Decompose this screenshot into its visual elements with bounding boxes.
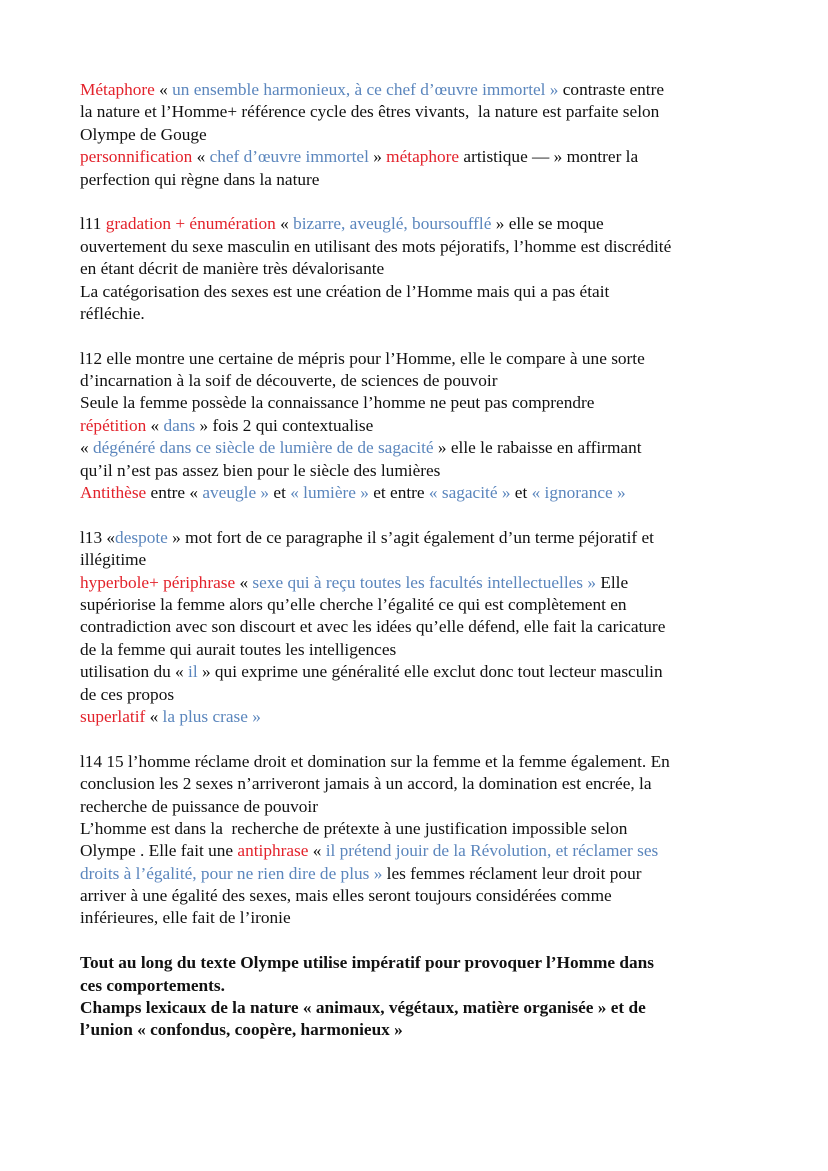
quotation: aveugle »	[202, 483, 270, 503]
text-line	[80, 818, 780, 840]
text-segment: entre «	[146, 483, 203, 503]
quotation: droits à l’égalité, pour ne rien dire de plus »	[80, 863, 383, 883]
text-segment: de ces propos	[80, 684, 175, 704]
figure-of-speech-term: gradation + énumération	[105, 214, 276, 234]
text-line	[80, 437, 780, 459]
quotation: il	[188, 662, 198, 682]
bold-conclusion-paragraph	[80, 952, 780, 1042]
text-line	[80, 169, 780, 191]
figure-of-speech-term: superlatif	[80, 706, 146, 726]
text-segment: «	[146, 415, 164, 435]
text-segment: » elle se moque	[491, 214, 604, 234]
text-segment: et	[510, 483, 532, 503]
text-line	[80, 997, 780, 1019]
text-line	[80, 303, 780, 325]
figure-of-speech-term: hyperbole+ périphrase	[80, 572, 236, 592]
analysis-paragraph	[80, 751, 780, 930]
quotation: la plus crase »	[162, 706, 261, 726]
text-line	[80, 661, 780, 683]
text-line	[80, 885, 780, 907]
text-segment: supériorise la femme alors qu’elle cherche l’égalité ce qui est complètement en	[80, 594, 627, 614]
analysis-paragraph	[80, 348, 780, 505]
text-line	[80, 1019, 780, 1041]
text-segment: arriver à une égalité des sexes, mais elles seront toujours considérées comme	[80, 886, 612, 906]
text-line	[80, 840, 780, 862]
analysis-paragraph	[80, 79, 780, 191]
quotation: despote	[115, 527, 168, 547]
text-segment: artistique — » montrer la	[459, 147, 639, 167]
text-line	[80, 952, 780, 974]
text-segment: de la femme qui aurait toutes les intelligences	[80, 639, 397, 659]
text-line	[80, 79, 780, 101]
text-line	[80, 146, 780, 168]
text-line	[80, 281, 780, 303]
figure-of-speech-term: répétition	[80, 415, 147, 435]
quotation: « sagacité »	[428, 483, 511, 503]
text-line	[80, 594, 780, 616]
text-line	[80, 639, 780, 661]
figure-of-speech-term: métaphore	[386, 147, 460, 167]
figure-of-speech-term: Antithèse	[80, 483, 147, 503]
text-segment: perfection qui règne dans la nature	[80, 169, 320, 189]
text-segment: »	[368, 147, 387, 167]
quotation: « lumière »	[290, 483, 369, 503]
text-segment: l’union « confondus, coopère, harmonieux »	[80, 1020, 403, 1040]
text-segment: l14 15 l’homme réclame droit et domination sur la femme et la femme également. En	[80, 751, 670, 771]
text-segment: L’homme est dans la recherche de prétexte à une justification impossible selon	[80, 818, 628, 838]
text-line	[80, 392, 780, 414]
text-line	[80, 460, 780, 482]
text-segment: «	[154, 80, 173, 99]
text-segment: conclusion les 2 sexes n’arriveront jamais à un accord, la domination est encrée, la	[80, 774, 652, 794]
text-segment: et entre	[368, 483, 429, 503]
text-segment: d’incarnation à la soif de découverte, de sciences de pouvoir	[80, 371, 498, 391]
text-segment: et	[269, 483, 291, 503]
text-line	[80, 101, 780, 123]
text-segment: «	[80, 438, 93, 458]
text-segment: utilisation du «	[80, 662, 189, 682]
text-segment: » fois 2 qui contextualise	[195, 415, 374, 435]
paragraph-gap	[80, 728, 780, 750]
quotation: dans	[163, 415, 196, 435]
quotation: « ignorance »	[531, 483, 626, 503]
text-line	[80, 616, 780, 638]
text-segment: «	[145, 706, 163, 726]
text-line	[80, 370, 780, 392]
text-segment: illégitime	[80, 550, 147, 570]
text-line	[80, 975, 780, 997]
quotation: dégénéré dans ce siècle de lumière de de sagacité	[92, 438, 434, 458]
text-segment: Elle	[596, 572, 629, 592]
text-segment: ouvertement du sexe masculin en utilisant des mots péjoratifs, l’homme est discrédité	[80, 236, 672, 256]
text-segment: qu’il n’est pas assez bien pour le siècle des lumières	[80, 460, 441, 480]
quotation: il prétend jouir de la Révolution, et réclamer ses	[325, 841, 659, 861]
text-segment: inférieures, elle fait de l’ironie	[80, 908, 291, 928]
text-line	[80, 684, 780, 706]
text-segment: » mot fort de ce paragraphe il s’agit également d’un terme péjoratif et	[167, 527, 654, 547]
text-segment: » elle le rabaisse en affirmant	[433, 438, 642, 458]
text-line	[80, 482, 780, 504]
figure-of-speech-term: Métaphore	[80, 80, 155, 99]
analysis-paragraph	[80, 213, 780, 325]
text-line	[80, 258, 780, 280]
text-segment: les femmes réclament leur droit pour	[382, 863, 642, 883]
text-segment: réfléchie.	[80, 303, 145, 323]
text-line	[80, 415, 780, 437]
text-line	[80, 348, 780, 370]
quotation: un ensemble harmonieux, à ce chef d’œuvre immortel »	[172, 80, 559, 99]
text-segment: l11	[80, 214, 106, 234]
text-segment: Seule la femme possède la connaissance l’homme ne peut pas comprendre	[80, 393, 595, 413]
text-line	[80, 773, 780, 795]
document-body	[80, 79, 780, 1042]
text-segment: recherche de puissance de pouvoir	[80, 796, 318, 816]
text-segment: «	[275, 214, 294, 234]
quotation: bizarre, aveuglé, boursoufflé	[293, 214, 492, 234]
text-segment: ces comportements.	[80, 975, 225, 995]
text-line	[80, 706, 780, 728]
paragraph-gap	[80, 930, 780, 952]
figure-of-speech-term: antiphrase	[237, 841, 309, 861]
text-segment: la nature et l’Homme+ référence cycle des êtres vivants, la nature est parfaite selon	[80, 102, 660, 122]
text-segment: l12 elle montre une certaine de mépris pour l’Homme, elle le compare à une sorte	[80, 348, 645, 368]
text-line	[80, 572, 780, 594]
text-line	[80, 124, 780, 146]
quotation: chef d’œuvre immortel	[209, 147, 369, 167]
text-segment: Olympe . Elle fait une	[80, 841, 238, 861]
text-segment: Olympe de Gouge	[80, 124, 207, 144]
text-segment: «	[235, 572, 253, 592]
text-line	[80, 236, 780, 258]
text-segment: Tout au long du texte Olympe utilise impératif pour provoquer l’Homme dans	[80, 953, 655, 973]
text-line	[80, 796, 780, 818]
text-segment: «	[308, 841, 326, 861]
text-segment: contradiction avec son discourt et avec les idées qu’elle défend, elle fait la caricature	[80, 617, 666, 637]
text-line	[80, 863, 780, 885]
text-segment: l13 «	[80, 527, 116, 547]
text-line	[80, 751, 780, 773]
text-segment: contraste entre	[558, 80, 664, 99]
quotation: sexe qui à reçu toutes les facultés intellectuelles »	[252, 572, 596, 592]
paragraph-gap	[80, 504, 780, 526]
text-segment: » qui exprime une généralité elle exclut donc tout lecteur masculin	[197, 662, 663, 682]
analysis-paragraph	[80, 527, 780, 729]
text-segment: Champs lexicaux de la nature « animaux, végétaux, matière organisée » et de	[80, 998, 646, 1018]
text-line	[80, 527, 780, 549]
text-segment: «	[192, 147, 210, 167]
text-segment: en étant décrit de manière très dévalorisante	[80, 259, 385, 279]
text-line	[80, 907, 780, 929]
text-segment: La catégorisation des sexes est une création de l’Homme mais qui a pas était	[80, 281, 610, 301]
text-line	[80, 213, 780, 235]
figure-of-speech-term: personnification	[80, 147, 193, 167]
paragraph-gap	[80, 191, 780, 213]
text-line	[80, 549, 780, 571]
paragraph-gap	[80, 325, 780, 347]
